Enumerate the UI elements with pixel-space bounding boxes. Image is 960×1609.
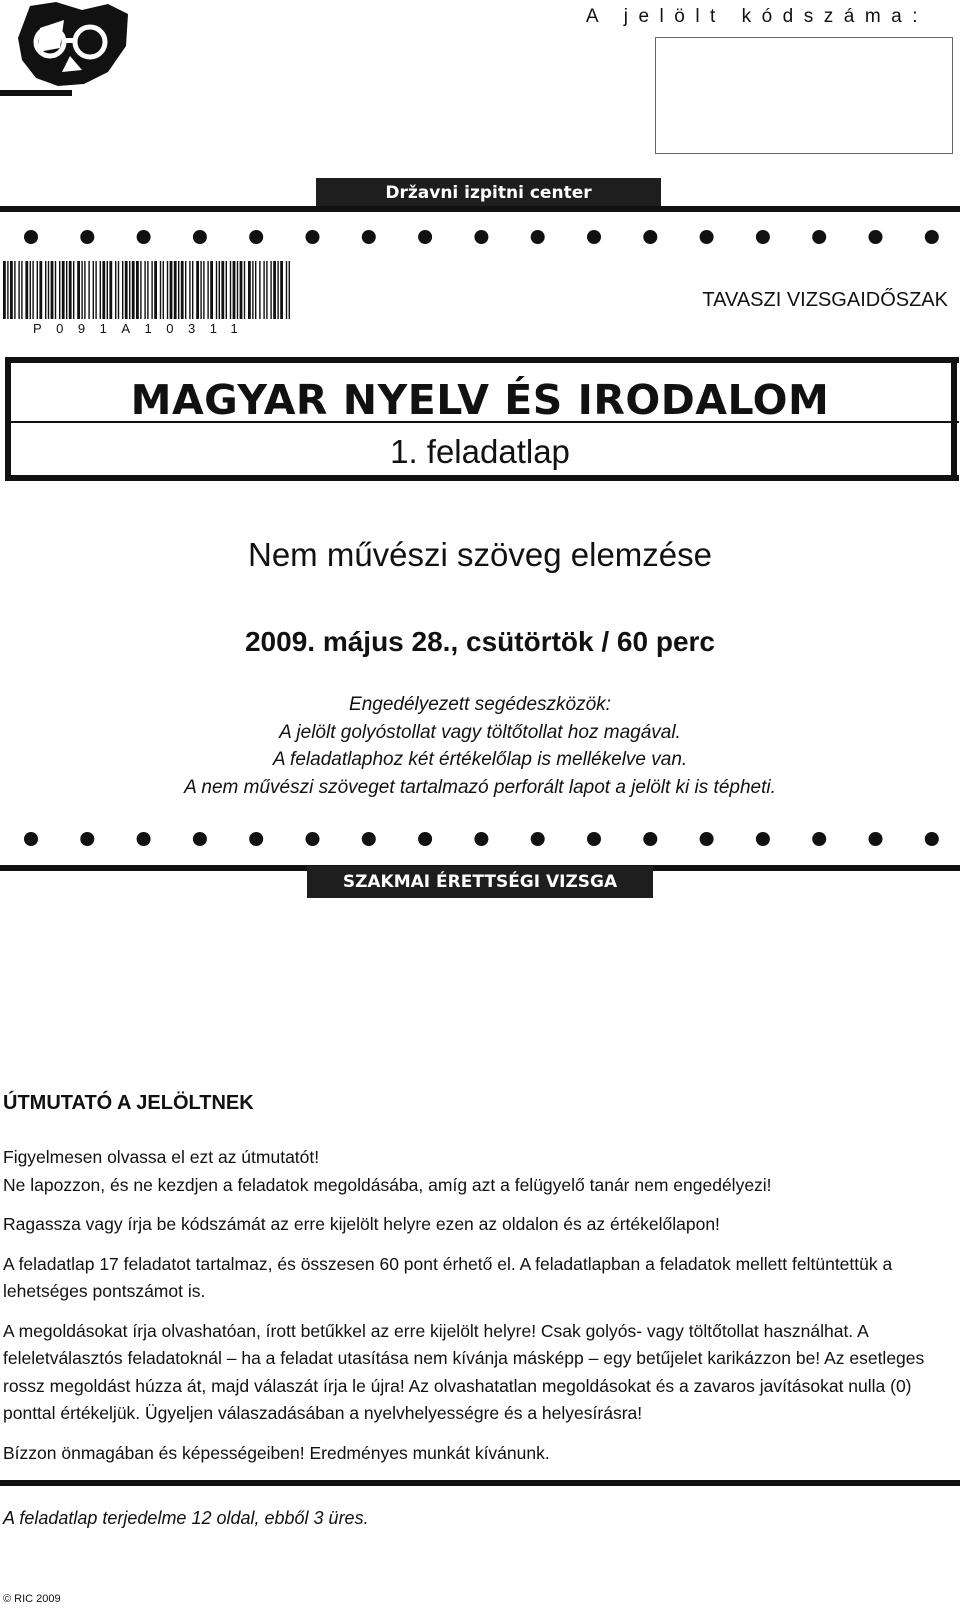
dot	[812, 832, 826, 846]
barcode-bar	[51, 261, 54, 319]
barcode	[3, 261, 290, 319]
barcode-bar	[207, 261, 208, 319]
divider-bottom	[0, 1480, 960, 1486]
barcode-bar	[62, 261, 65, 319]
barcode-bar	[95, 261, 96, 319]
barcode-bar	[270, 261, 271, 319]
barcode-bar	[77, 261, 80, 319]
barcode-bar	[189, 261, 190, 319]
barcode-bar	[144, 261, 145, 319]
instruction-paragraph: A megoldásokat írja olvashatóan, írott betűkkel az erre kijelölt helyre! Csak golyós- vagy töltőtollat használhat. A feleletválasztós feladatoknál – ha a feladat utasítása nem kívánja másképp – egy betűjelet karikázzon be! Az esetleges rossz megoldást húzza át, majd válaszát írja le újra! Az olvashatatlan megoldásokat és a zavaros javításokat nulla (0) ponttal értékeljük. Ügyeljen válaszadásában a nyelvhelyességre és a helyesírásra!	[3, 1320, 925, 1423]
main-title: MAGYAR NYELV ÉS IRODALOM	[130, 376, 830, 424]
dot	[80, 230, 94, 244]
barcode-bar	[3, 261, 6, 319]
barcode-bar	[216, 261, 217, 319]
barcode-bar	[280, 261, 283, 319]
barcode-bar	[81, 261, 82, 319]
barcode-bar	[255, 261, 256, 319]
dot	[362, 832, 376, 846]
barcode-bar	[185, 261, 186, 319]
dot	[474, 832, 488, 846]
barcode-bar	[84, 261, 85, 319]
dot	[587, 230, 601, 244]
barcode-bar	[136, 261, 139, 319]
dot	[418, 230, 432, 244]
barcode-bar	[30, 261, 31, 319]
barcode-bar	[45, 261, 46, 319]
barcode-bar	[48, 261, 49, 319]
dot	[812, 230, 826, 244]
barcode-bar	[163, 261, 164, 319]
ric-owl-logo-icon	[0, 0, 135, 100]
dot	[80, 832, 94, 846]
barcode-bar	[210, 261, 213, 319]
barcode-bar	[192, 261, 193, 319]
barcode-bar	[237, 261, 238, 319]
barcode-bar	[140, 261, 141, 319]
instructions-heading: ÚTMUTATÓ A JELÖLTNEK	[3, 1092, 254, 1114]
barcode-bar	[196, 261, 199, 319]
divider-top	[0, 206, 960, 212]
aids-line: A nem művészi szöveget tartalmazó perforált lapot a jelölt ki is tépheti.	[184, 776, 776, 798]
barcode-bar	[240, 261, 243, 319]
dot	[643, 230, 657, 244]
dot	[700, 230, 714, 244]
barcode-bar	[7, 261, 8, 319]
barcode-bar	[25, 261, 28, 319]
barcode-bar	[132, 261, 135, 319]
instruction-paragraph: A feladatlap 17 feladatot tartalmaz, és összesen 60 pont érhető el. A feladatlapban a feladatok mellett feltüntettük a lehetséges pontszámot is.	[3, 1253, 893, 1301]
dot	[700, 832, 714, 846]
dot	[474, 230, 488, 244]
exam-type-banner: SZAKMAI ÉRETTSÉGI VIZSGA	[307, 866, 653, 898]
barcode-bar	[252, 261, 253, 319]
barcode-bar	[167, 261, 168, 319]
barcode-bar	[93, 261, 94, 319]
barcode-bar	[10, 261, 13, 319]
dot	[869, 832, 883, 846]
barcode-bar	[37, 261, 38, 319]
candidate-code-label: A jelölt kódszáma:	[585, 6, 928, 27]
dot	[24, 230, 38, 244]
aids-line: Engedélyezett segédeszközök:	[349, 694, 611, 715]
barcode-bar	[122, 261, 123, 319]
sheet-number: 1. feladatlap	[390, 433, 570, 470]
barcode-bar	[226, 261, 227, 319]
barcode-bar	[88, 261, 89, 319]
barcode-bar	[244, 261, 245, 319]
barcode-bar	[39, 261, 42, 319]
barcode-bar	[203, 261, 204, 319]
barcode-bar	[200, 261, 201, 319]
barcode-bar	[125, 261, 128, 319]
instructions-body	[3, 1134, 951, 1479]
barcode-bar	[115, 261, 116, 319]
barcode-bar	[248, 261, 251, 319]
barcode-bar	[219, 261, 220, 319]
barcode-bar	[102, 261, 105, 319]
dot	[193, 832, 207, 846]
barcode-bar	[66, 261, 67, 319]
barcode-bar	[154, 261, 157, 319]
instruction-paragraph: Bízzon önmagában és képességeiben! Eredményes munkát kívánunk.	[3, 1442, 550, 1463]
barcode-bar	[69, 261, 72, 319]
barcode-bar	[273, 261, 276, 319]
barcode-bar	[230, 261, 231, 319]
barcode-bar	[178, 261, 179, 319]
institution-banner: Državni izpitni center	[316, 178, 661, 208]
dot	[756, 832, 770, 846]
permitted-aids	[0, 691, 960, 801]
candidate-code-box[interactable]	[655, 37, 953, 154]
aids-line: A jelölt golyóstollat vagy töltőtollat hoz magával.	[279, 721, 681, 743]
subject-title: Nem művészi szöveg elemzése	[248, 536, 712, 573]
barcode-bar	[289, 261, 290, 319]
dot	[193, 230, 207, 244]
barcode-bar	[170, 261, 173, 319]
barcode-bar	[259, 261, 260, 319]
dot	[756, 230, 770, 244]
barcode-bar	[151, 261, 152, 319]
barcode-bar	[73, 261, 74, 319]
barcode-bar	[221, 261, 224, 319]
barcode-bar	[21, 261, 22, 319]
dot	[869, 230, 883, 244]
barcode-bar	[266, 261, 267, 319]
barcode-bar	[109, 261, 112, 319]
barcode-bar	[181, 261, 184, 319]
dot	[249, 832, 263, 846]
barcode-bar	[174, 261, 177, 319]
barcode-bar	[100, 261, 101, 319]
dot	[531, 832, 545, 846]
barcode-bar	[286, 261, 287, 319]
dot	[925, 230, 939, 244]
barcode-bar	[14, 261, 15, 319]
dot	[587, 832, 601, 846]
barcode-bar	[263, 261, 264, 319]
dot	[306, 832, 320, 846]
barcode-bar	[233, 261, 236, 319]
barcode-bar	[129, 261, 130, 319]
dot	[925, 832, 939, 846]
barcode-bar	[59, 261, 60, 319]
dot	[306, 230, 320, 244]
barcode-bar	[107, 261, 108, 319]
copyright: © RIC 2009	[3, 1593, 61, 1605]
barcode-bar	[18, 261, 19, 319]
pages-note: A feladatlap terjedelme 12 oldal, ebből 3 üres.	[3, 1508, 369, 1528]
dot	[362, 230, 376, 244]
dot	[137, 230, 151, 244]
instruction-paragraph: Ragassza vagy írja be kódszámát az erre kijelölt helyre ezen az oldalon és az értékelőlapon!	[3, 1214, 720, 1234]
instruction-line: Ne lapozzon, és ne kezdjen a feladatok megoldásába, amíg azt a felügyelő tanár nem engedélyezi!	[3, 1174, 772, 1195]
dot	[137, 832, 151, 846]
dot-row-bottom	[23, 831, 940, 847]
dot	[418, 832, 432, 846]
barcode-bar	[160, 261, 161, 319]
dot	[643, 832, 657, 846]
barcode-bar	[55, 261, 56, 319]
dot	[249, 230, 263, 244]
dot	[531, 230, 545, 244]
aids-line: A feladatlaphoz két értékelőlap is mellékelve van.	[272, 749, 688, 770]
barcode-bar	[147, 261, 148, 319]
dot	[24, 832, 38, 846]
instruction-line: Figyelmesen olvassa el ezt az útmutatót!	[3, 1147, 320, 1167]
dot-row-top	[23, 229, 940, 245]
exam-season: TAVASZI VIZSGAIDŐSZAK	[702, 289, 948, 311]
barcode-bar	[118, 261, 119, 319]
exam-date: 2009. május 28., csütörtök / 60 perc	[244, 626, 715, 657]
barcode-bar	[277, 261, 278, 319]
barcode-bar	[32, 261, 33, 319]
barcode-digits: P091A10311	[33, 321, 253, 336]
